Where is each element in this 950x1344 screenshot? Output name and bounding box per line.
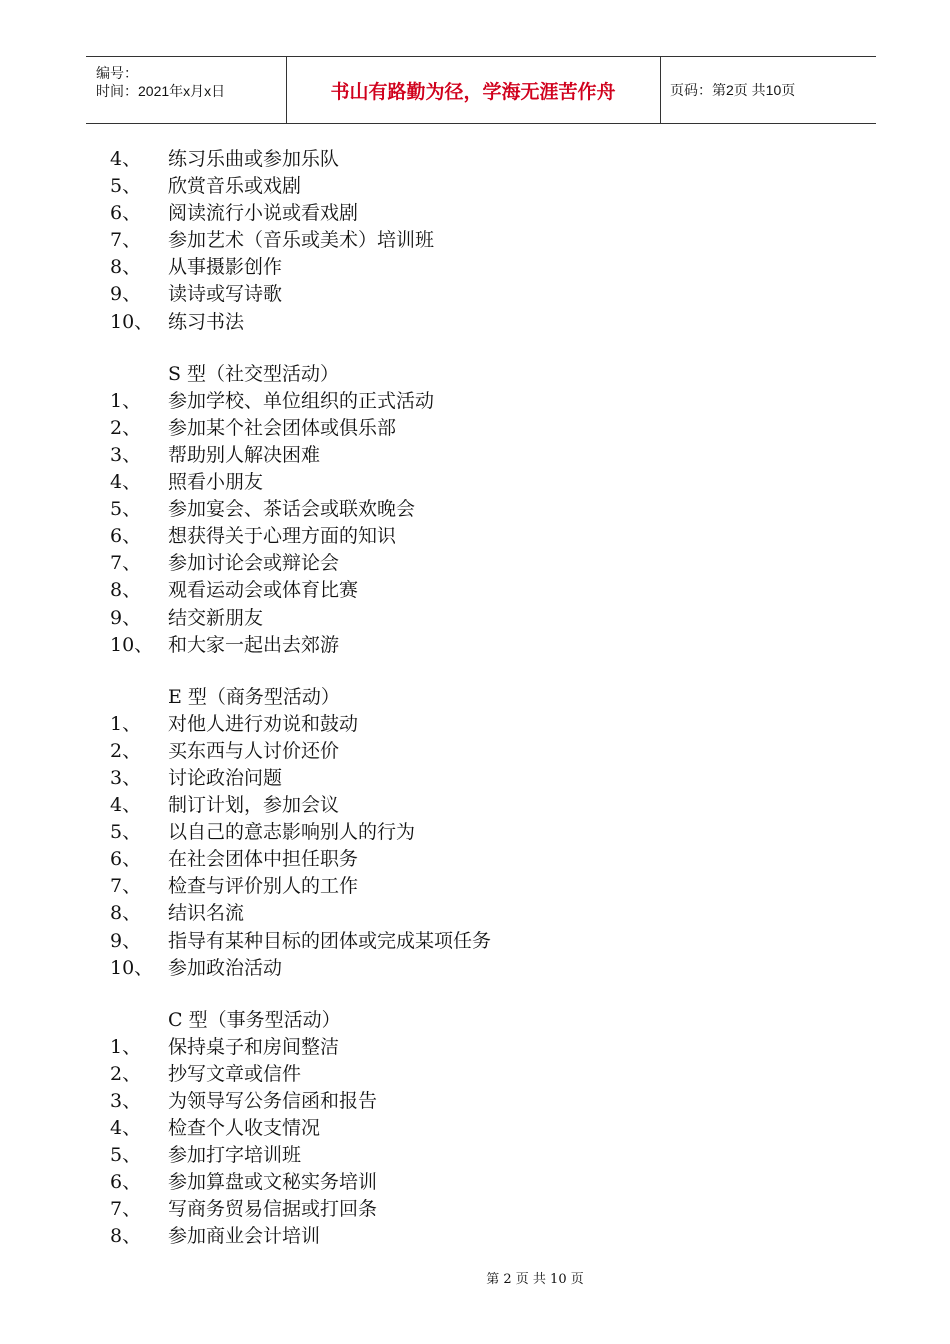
item-text: 参加讨论会或辩论会: [168, 552, 340, 575]
section-gap: [0, 982, 950, 1007]
item-text: 参加艺术（音乐或美术）培训班: [168, 229, 435, 252]
item-number: 4、: [110, 148, 142, 170]
item-number: 7、: [110, 875, 142, 898]
list-item: [0, 955, 950, 982]
item-number: 1、: [110, 1035, 142, 1058]
item-number: 2、: [110, 739, 142, 762]
document-body: [0, 146, 950, 1251]
list-item: [0, 227, 950, 254]
item-number: 8、: [110, 902, 142, 925]
list-item: [0, 632, 950, 659]
item-text: 检查个人收支情况: [168, 1117, 321, 1140]
list-item: [0, 254, 950, 281]
item-text: 参加商业会计培训: [168, 1225, 321, 1248]
item-number: 3、: [110, 1090, 142, 1112]
list-item: [0, 765, 950, 792]
list-item: [0, 281, 950, 308]
item-text: 读诗或写诗歌: [168, 283, 283, 306]
list-item: [0, 819, 950, 846]
item-number: 2、: [110, 1062, 142, 1085]
list-item: [0, 1115, 950, 1142]
page-footer: 第 2 页 共 10 页: [486, 1272, 584, 1287]
item-text: 参加宴会、茶话会或联欢晚会: [168, 498, 416, 521]
item-text: 以自己的意志影响别人的行为: [168, 821, 416, 844]
item-number: 10、: [110, 310, 154, 333]
item-text: 为领导写公务信函和报告: [168, 1090, 378, 1112]
item-number: 9、: [110, 283, 142, 306]
header-meta: [86, 57, 287, 123]
item-text: 检查与评价别人的工作: [168, 875, 359, 898]
list-item: [0, 846, 950, 873]
item-number: 9、: [110, 929, 142, 952]
list-item: [0, 711, 950, 738]
item-text: 观看运动会或体育比赛: [168, 579, 359, 602]
list-item: [0, 200, 950, 227]
list-item: [0, 146, 950, 173]
item-text: 买东西与人讨价还价: [168, 739, 340, 762]
list-item: [0, 1034, 950, 1061]
item-text: 帮助别人解决困难: [168, 443, 321, 466]
item-number: 7、: [110, 552, 142, 575]
item-text: 写商务贸易信据或打回条: [168, 1198, 378, 1221]
list-item: [0, 415, 950, 442]
item-text: 讨论政治问题: [168, 766, 283, 789]
item-number: 6、: [110, 848, 142, 871]
list-item: [0, 388, 950, 415]
list-item: [0, 1061, 950, 1088]
section-gap: [0, 336, 950, 361]
item-number: 3、: [110, 766, 142, 789]
list-item: [0, 605, 950, 632]
item-number: 2、: [110, 416, 142, 439]
list-item: [0, 900, 950, 927]
list-item: [0, 173, 950, 200]
list-item: [0, 1169, 950, 1196]
item-number: 1、: [110, 712, 142, 735]
item-text: 照看小朋友: [168, 471, 264, 494]
section-title: E 型（商务型活动）: [168, 685, 340, 708]
item-text: 在社会团体中担任职务: [168, 848, 359, 871]
item-number: 10、: [110, 956, 154, 979]
list-item: [0, 792, 950, 819]
item-number: 9、: [110, 606, 142, 629]
list-item: [0, 1196, 950, 1223]
item-text: 练习乐曲或参加乐队: [168, 148, 340, 170]
list-item: [0, 1088, 950, 1115]
list-item: [0, 442, 950, 469]
item-text: 对他人进行劝说和鼓动: [168, 712, 359, 735]
item-text: 参加政治活动: [168, 956, 283, 979]
item-number: 5、: [110, 175, 142, 198]
list-item: [0, 873, 950, 900]
item-number: 6、: [110, 525, 142, 548]
list-item: [0, 1142, 950, 1169]
item-text: 结识名流: [168, 902, 245, 925]
item-text: 保持桌子和房间整洁: [168, 1035, 340, 1058]
item-number: 5、: [110, 498, 142, 521]
item-number: 6、: [110, 1171, 142, 1194]
item-number: 4、: [110, 471, 142, 494]
page-header: [86, 56, 876, 124]
item-number: 7、: [110, 229, 142, 252]
list-item: [0, 496, 950, 523]
item-number: 8、: [110, 579, 142, 602]
item-number: 8、: [110, 256, 142, 279]
list-item: [0, 1223, 950, 1250]
item-number: 4、: [110, 794, 142, 817]
item-number: 4、: [110, 1117, 142, 1140]
item-text: 指导有某种目标的团体或完成某项任务: [168, 929, 492, 952]
list-item: [0, 738, 950, 765]
section-title: C 型（事务型活动）: [168, 1008, 341, 1031]
item-text: 结交新朋友: [168, 606, 264, 629]
header-page-number: 页码：第2页 共10页: [670, 82, 796, 98]
list-item: [0, 309, 950, 336]
item-text: 抄写文章或信件: [168, 1062, 302, 1085]
item-text: 想获得关于心理方面的知识: [168, 525, 397, 548]
header-date: 时间：2021年x月x日: [96, 83, 226, 99]
item-number: 6、: [110, 202, 142, 225]
item-number: 5、: [110, 1144, 142, 1167]
section-gap: [0, 659, 950, 684]
list-item: [0, 928, 950, 955]
item-text: 参加某个社会团体或俱乐部: [168, 416, 397, 439]
item-number: 3、: [110, 443, 142, 466]
item-text: 制订计划，参加会议: [168, 794, 340, 817]
item-text: 参加学校、单位组织的正式活动: [168, 389, 435, 412]
header-id-label: 编号：: [96, 65, 138, 81]
list-item: [0, 523, 950, 550]
item-text: 从事摄影创作: [168, 256, 283, 279]
section-title: S 型（社交型活动）: [168, 362, 340, 385]
item-number: 5、: [110, 821, 142, 844]
item-number: 8、: [110, 1225, 142, 1248]
list-item: [0, 577, 950, 604]
item-text: 练习书法: [168, 310, 245, 333]
item-text: 参加算盘或文秘实务培训: [168, 1171, 378, 1194]
list-item: [0, 550, 950, 577]
item-number: 10、: [110, 633, 154, 656]
item-number: 7、: [110, 1198, 142, 1221]
item-text: 和大家一起出去郊游: [168, 633, 340, 656]
list-item: [0, 469, 950, 496]
item-text: 欣赏音乐或戏剧: [168, 175, 302, 198]
item-text: 参加打字培训班: [168, 1144, 302, 1167]
item-text: 阅读流行小说或看戏剧: [168, 202, 359, 225]
item-number: 1、: [110, 389, 142, 412]
header-motto: 书山有路勤为径，学海无涯苦作舟: [286, 57, 661, 123]
